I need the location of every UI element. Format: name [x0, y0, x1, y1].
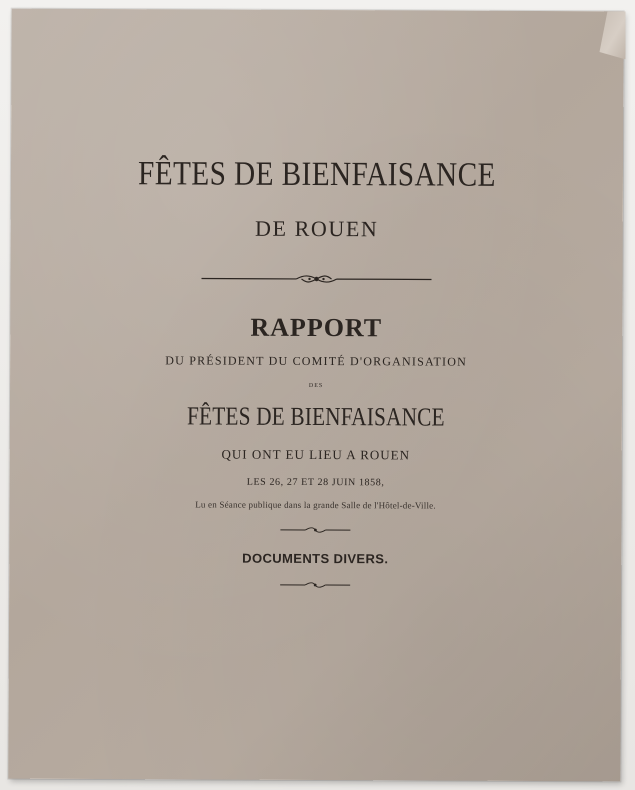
report-title: RAPPORT: [250, 312, 383, 343]
reading-line: Lu en Séance publique dans la grande Salle de l'Hôtel-de-Ville.: [195, 499, 436, 511]
document-content: [8, 9, 623, 782]
document-title: FÊTES DE BIENFAISANCE: [138, 155, 496, 194]
document-sheet: [8, 9, 623, 782]
location-line: QUI ONT EU LIEU A ROUEN: [221, 446, 411, 463]
bottom-ornamental-rule-icon: [9, 579, 621, 592]
ornamental-rule-icon: [10, 270, 622, 289]
dates-line: LES 26, 27 ET 28 JUIN 1858,: [246, 476, 385, 489]
president-line: DU PRÉSIDENT DU COMITÉ D'ORGANISATION: [165, 353, 468, 369]
des-line: DES: [308, 382, 324, 390]
fetes-repeat-title: FÊTES DE BIENFAISANCE: [186, 401, 445, 432]
documents-divers: DOCUMENTS DIVERS.: [242, 550, 389, 567]
document-subtitle: DE ROUEN: [254, 215, 379, 242]
small-ornamental-rule-icon: [9, 524, 621, 537]
